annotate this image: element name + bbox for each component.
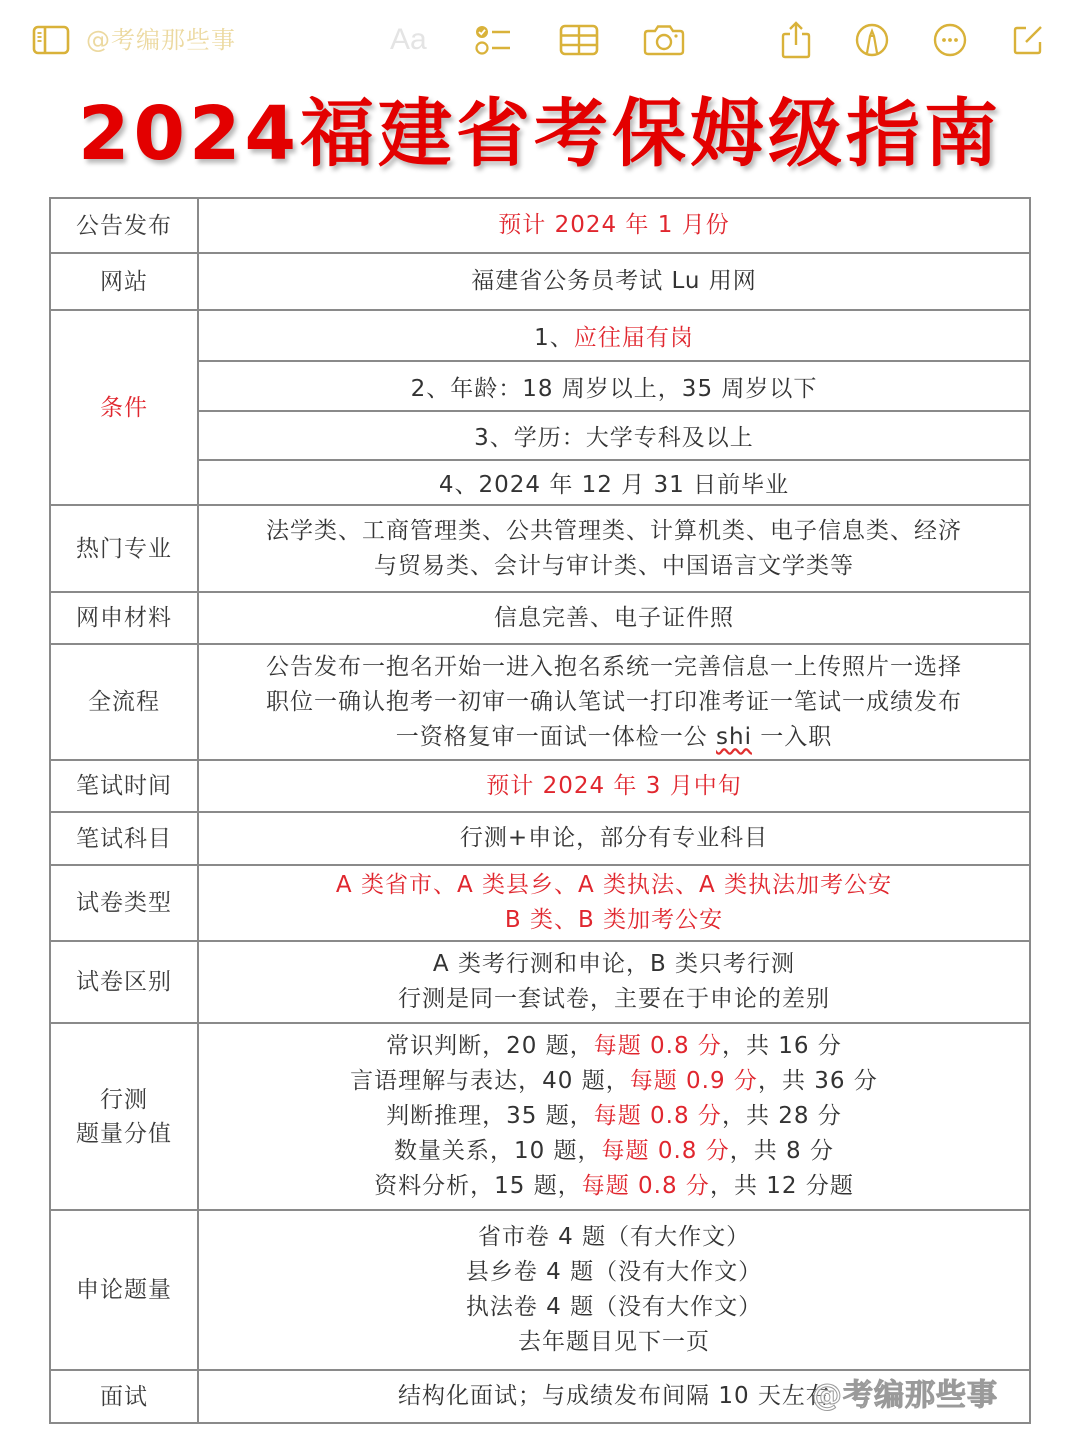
xingce-item: 言语理解与表达，40 题，每题 0.9 分，共 36 分 [350,1068,878,1094]
table-row-paper-types [51,864,1029,940]
markup-icon [855,23,889,57]
majors-line: 与贸易类、会计与审计类、中国语言文学类等 [374,552,854,579]
process-text: 一资格复审一面试一体检一公 [395,723,717,750]
materials-value: 信息完善、电子证件照 [494,604,734,631]
row-label: 全流程 [51,645,199,759]
paper-diff-line: A 类考行测和申论，B 类只考行测 [432,951,796,977]
announcement-value: 预计 2024 年 1 月份 [498,212,730,238]
format-text-button[interactable]: Aa [390,23,427,56]
shenlun-line: 去年题目见下一页 [518,1329,710,1355]
table-row-announcement [51,199,1029,252]
table-row-conditions [51,309,1029,504]
row-label [51,1024,199,1209]
process-value [199,645,1029,759]
paper-diff-line: 行测是同一套试卷，主要在于申论的差别 [398,986,830,1012]
compose-icon [1012,24,1044,56]
condition-prefix: 1、 [534,325,574,351]
table-icon [559,24,599,56]
row-label: 网站 [51,254,199,309]
majors-line: 法学类、工商管理类、公共管理类、计算机类、电子信息类、经济 [266,517,962,544]
shenlun-line: 省市卷 4 题（有大作文） [477,1224,751,1250]
row-label: 申论题量 [51,1211,199,1369]
website-value: 福建省公务员考试 Lu 用网 [471,268,757,294]
label-line: 行测 [100,1086,148,1113]
process-text: 一入职 [751,723,833,750]
checklist-icon [474,23,514,57]
paper-types-line: B 类、B 类加考公安 [504,907,724,933]
table-row-exam-subjects [51,811,1029,864]
condition-item [199,410,1029,459]
table-row-xingce [51,1022,1029,1209]
table-row-majors [51,504,1029,591]
table-button[interactable] [558,22,600,58]
table-row-materials [51,591,1029,643]
xingce-item: 数量关系，10 题，每题 0.8 分，共 8 分 [393,1138,835,1164]
paper-types-line: A 类省市、A 类县乡、A 类执法、A 类执法加考公安 [335,872,893,898]
compose-button[interactable] [1010,22,1046,58]
notes-toolbar [0,0,1080,80]
row-label: 笔试时间 [51,761,199,811]
guide-table [49,197,1031,1424]
process-line: 公告发布一抱名开始一进入抱名系统一完善信息一上传照片一选择 [266,653,962,680]
shenlun-line: 县乡卷 4 题（没有大作文） [465,1259,763,1285]
watermark: @考编那些事 [812,1378,998,1413]
row-label: 网申材料 [51,593,199,643]
checklist-button[interactable] [474,22,514,58]
exam-subjects-value: 行测+申论，部分有专业科目 [459,825,769,851]
table-row-website [51,252,1029,309]
paper-types-value [199,866,1029,940]
markup-button[interactable] [854,22,890,58]
paper-diff-value [199,942,1029,1022]
majors-value [199,506,1029,591]
condition-text: 3、学历：大学专科及以上 [474,425,754,451]
condition-item [199,459,1029,504]
row-label: 试卷类型 [51,866,199,940]
condition-item [199,360,1029,410]
share-icon [780,21,812,59]
row-label: 面试 [51,1371,199,1422]
exam-time-value: 预计 2024 年 3 月中旬 [486,772,742,799]
page-title: 2024福建省考保姆级指南 [78,91,1002,177]
condition-item [199,311,1029,360]
share-button[interactable] [778,22,814,58]
sidebar-toggle-button[interactable] [30,22,72,58]
camera-button[interactable] [642,22,686,58]
xingce-item: 资料分析，15 题，每题 0.8 分，共 12 分题 [374,1173,854,1199]
condition-text: 应往届有岗 [573,325,694,351]
row-label: 试卷区别 [51,942,199,1022]
account-label: @考编那些事 [86,26,236,54]
camera-icon [643,24,685,56]
more-button[interactable] [932,22,968,58]
xingce-value [199,1024,1029,1209]
row-label: 热门专业 [51,506,199,591]
table-row-shenlun [51,1209,1029,1369]
row-label: 笔试科目 [51,813,199,864]
shenlun-value [199,1211,1029,1369]
process-line [396,720,833,755]
conditions-list [199,311,1029,504]
row-label: 公告发布 [51,199,199,252]
xingce-item: 判断推理，35 题，每题 0.8 分，共 28 分 [386,1103,842,1129]
table-row-exam-time [51,759,1029,811]
label-line: 题量分值 [76,1120,172,1147]
row-label: 条件 [51,311,199,504]
condition-text: 4、2024 年 12 月 31 日前毕业 [438,472,790,498]
condition-text: 2、年龄：18 周岁以上，35 周岁以下 [410,375,818,402]
spellcheck-flagged-word: shi [716,723,752,750]
shenlun-line: 执法卷 4 题（没有大作文） [465,1294,763,1320]
interview-value: 结构化面试；与成绩发布间隔 10 天左右 [398,1383,830,1409]
more-icon [933,23,967,57]
sidebar-icon [32,25,70,55]
process-line: 职位一确认抱考一初审一确认笔试一打印准考证一笔试一成绩发布 [266,688,962,715]
table-row-process [51,643,1029,759]
table-row-paper-diff [51,940,1029,1022]
xingce-item: 常识判断，20 题，每题 0.8 分，共 16 分 [386,1033,842,1059]
